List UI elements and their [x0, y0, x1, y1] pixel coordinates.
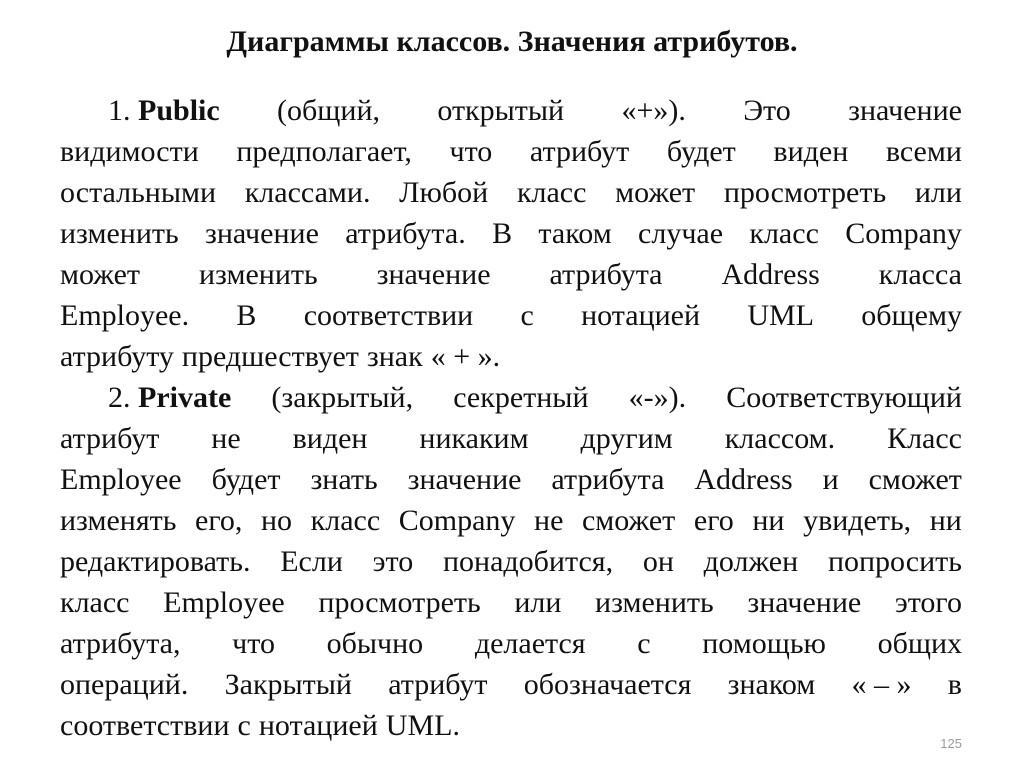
- word: Address: [721, 258, 820, 291]
- word: Employee: [60, 463, 182, 496]
- item2-line-4: [60, 500, 962, 541]
- word: значение: [407, 463, 522, 496]
- word: увидеть,: [803, 504, 912, 537]
- word: это: [372, 545, 414, 578]
- word: Company: [845, 217, 962, 250]
- word: Employee.: [60, 299, 190, 332]
- word: его: [693, 504, 734, 537]
- word: ни: [929, 504, 962, 537]
- word: должен: [703, 545, 799, 578]
- word: его,: [195, 504, 243, 537]
- word: В: [236, 299, 257, 332]
- item1-heading: [108, 90, 220, 131]
- word: просмотреть: [723, 176, 887, 209]
- word: будет: [666, 135, 736, 168]
- word: атрибута: [551, 463, 665, 496]
- word: « + ».: [430, 340, 501, 373]
- word: открытый: [437, 94, 565, 127]
- word: Address: [694, 463, 793, 496]
- item1-line-3: [60, 172, 962, 213]
- word: этого: [894, 586, 962, 619]
- item2-line-9: [60, 705, 962, 746]
- word: изменить: [595, 586, 714, 619]
- word: значение: [376, 258, 491, 291]
- word: случае: [638, 217, 724, 250]
- word: атрибута: [549, 258, 663, 291]
- word: атрибут: [60, 422, 160, 455]
- word: или: [514, 586, 562, 619]
- item2-number: 2.: [108, 381, 131, 414]
- word: нотацией: [581, 299, 701, 332]
- word: знак: [366, 340, 423, 373]
- word: что: [449, 135, 493, 168]
- word: изменить: [60, 217, 179, 250]
- word: изменять: [60, 504, 177, 537]
- word: операций.: [60, 668, 189, 701]
- word: Закрытый: [224, 668, 352, 701]
- word: общему: [861, 299, 962, 332]
- word: ни: [752, 504, 785, 537]
- word: класс: [310, 504, 381, 537]
- item1-term: Public: [138, 94, 220, 127]
- item2-line-5: [60, 541, 962, 582]
- word: класс: [60, 586, 130, 619]
- word: Соответствующий: [726, 381, 962, 414]
- word: атрибута.: [345, 217, 466, 250]
- word: попросить: [827, 545, 962, 578]
- word: класс: [749, 217, 819, 250]
- item2-line-7: [60, 623, 962, 664]
- word: не: [534, 504, 564, 537]
- item1-line-6: [60, 295, 962, 336]
- word: и: [822, 463, 839, 496]
- word: с: [637, 627, 651, 660]
- word: атрибута,: [60, 627, 181, 660]
- word: видимости: [60, 135, 199, 168]
- word: помощью: [702, 627, 826, 660]
- word: Employee: [163, 586, 285, 619]
- item1-line-2: [60, 131, 962, 172]
- word: будет: [211, 463, 281, 496]
- word: другим: [580, 422, 673, 455]
- word: соответствии: [60, 709, 230, 742]
- item2-line-2: [60, 418, 962, 459]
- word: сможет: [868, 463, 962, 496]
- word: виден: [773, 135, 849, 168]
- word: в: [947, 668, 962, 701]
- word: не: [211, 422, 241, 455]
- word: общих: [877, 627, 962, 660]
- word: UML.: [385, 709, 460, 742]
- word: значение: [848, 94, 962, 127]
- item2-line-1: [60, 377, 962, 418]
- word: атрибут: [388, 668, 488, 701]
- item1-line-5: [60, 254, 962, 295]
- item1-number: 1.: [108, 94, 131, 127]
- word: виден: [292, 422, 368, 455]
- word: делается: [474, 627, 586, 660]
- item1-line-4: [60, 213, 962, 254]
- word: Это: [743, 94, 791, 127]
- page-number: 125: [940, 736, 962, 751]
- slide-title: Диаграммы классов. Значения атрибутов.: [226, 25, 798, 58]
- word: он: [642, 545, 674, 578]
- word: с: [520, 299, 534, 332]
- item2-line-6: [60, 582, 962, 623]
- word: (общий,: [277, 94, 380, 127]
- word: « – »: [851, 668, 912, 701]
- word: секретный: [453, 381, 589, 414]
- word: может: [60, 258, 140, 291]
- item2-line-8: [60, 664, 962, 705]
- item2-line-3: [60, 459, 962, 500]
- item2-term: Private: [138, 381, 232, 414]
- word: Класс: [887, 422, 962, 455]
- word: Если: [280, 545, 343, 578]
- word: остальными: [60, 176, 217, 209]
- word: знаком: [727, 668, 816, 701]
- item1-line-7: [60, 336, 962, 377]
- word: нотацией: [258, 709, 378, 742]
- word: атрибуту: [60, 340, 174, 373]
- word: значение: [747, 586, 862, 619]
- word: UML: [747, 299, 815, 332]
- word: но: [261, 504, 293, 537]
- word: классами.: [244, 176, 371, 209]
- word: предполагает,: [236, 135, 412, 168]
- word: «+»).: [621, 94, 686, 127]
- word: «-»).: [628, 381, 687, 414]
- word: сможет: [581, 504, 676, 537]
- word: обычно: [326, 627, 424, 660]
- slide-body: [60, 90, 962, 746]
- word: изменить: [198, 258, 318, 291]
- word: Любой: [399, 176, 489, 209]
- word: что: [232, 627, 275, 660]
- word: класс: [516, 176, 587, 209]
- word: (закрытый,: [271, 381, 414, 414]
- word: обозначается: [523, 668, 692, 701]
- item2-heading: [108, 377, 231, 418]
- word: В: [492, 217, 513, 250]
- word: всеми: [885, 135, 962, 168]
- word: понадобится,: [442, 545, 614, 578]
- item1-line-1: [60, 90, 962, 131]
- word: класса: [878, 258, 962, 291]
- word: или: [914, 176, 962, 209]
- word: просмотреть: [318, 586, 481, 619]
- word: знать: [310, 463, 378, 496]
- word: предшествует: [181, 340, 359, 373]
- word: значение: [205, 217, 319, 250]
- word: с: [237, 709, 251, 742]
- word: атрибут: [529, 135, 630, 168]
- word: классом.: [724, 422, 836, 455]
- word: редактировать.: [60, 545, 251, 578]
- word: Company: [398, 504, 516, 537]
- word: таком: [538, 217, 612, 250]
- word: соответствии: [303, 299, 474, 332]
- word: никаким: [419, 422, 529, 455]
- word: может: [615, 176, 696, 209]
